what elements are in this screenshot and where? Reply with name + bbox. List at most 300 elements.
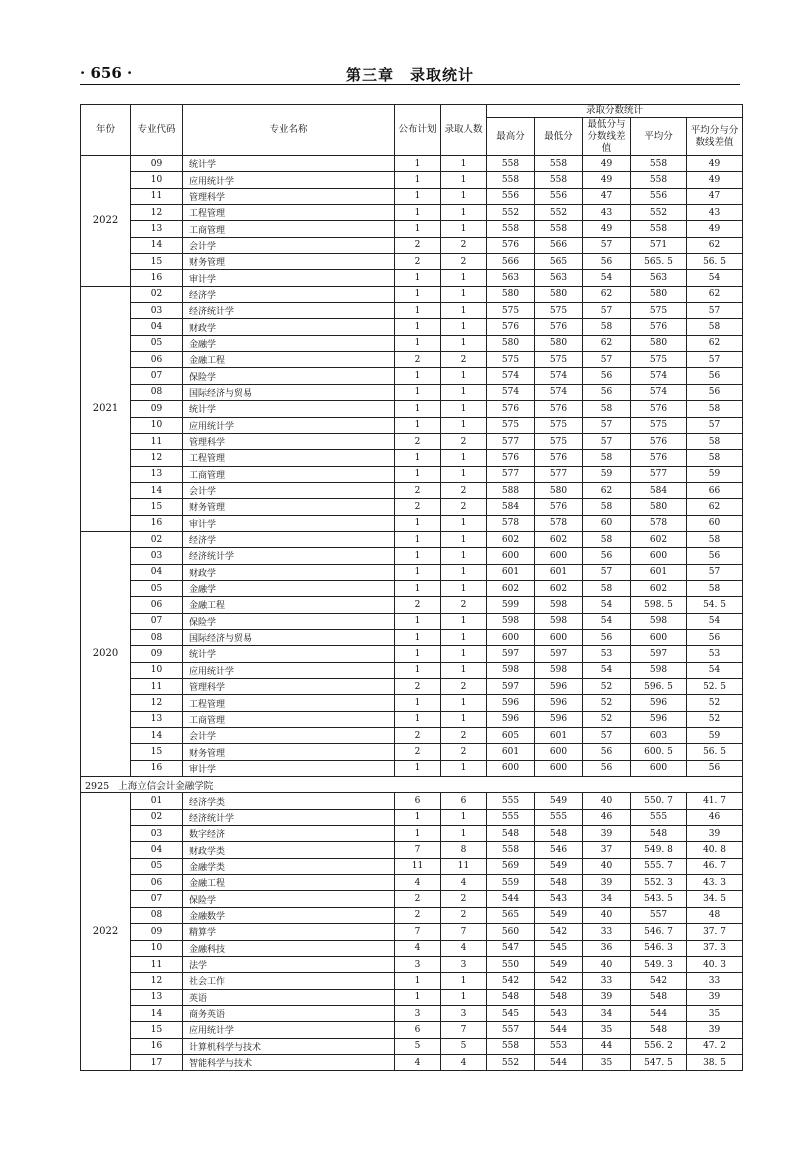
- cell-min-diff: 56: [583, 254, 631, 270]
- cell-admitted: 1: [441, 711, 487, 727]
- cell-min: 548: [535, 875, 583, 891]
- cell-plan: 1: [395, 826, 441, 842]
- cell-avg: 575: [631, 417, 687, 433]
- cell-admitted: 11: [441, 858, 487, 874]
- cell-avg: 577: [631, 466, 687, 482]
- cell-major: 计算机科学与技术: [183, 1038, 395, 1054]
- cell-code: 10: [131, 662, 183, 678]
- cell-code: 16: [131, 515, 183, 531]
- cell-avg-diff: 48: [687, 907, 743, 923]
- cell-code: 06: [131, 875, 183, 891]
- cell-major: 应用统计学: [183, 417, 395, 433]
- cell-plan: 2: [395, 254, 441, 270]
- cell-min-diff: 58: [583, 450, 631, 466]
- col-max: 最高分: [487, 118, 535, 156]
- cell-code: 13: [131, 466, 183, 482]
- cell-code: 02: [131, 809, 183, 825]
- cell-min: 563: [535, 270, 583, 286]
- cell-min-diff: 33: [583, 924, 631, 940]
- cell-min-diff: 59: [583, 466, 631, 482]
- cell-avg-diff: 33: [687, 973, 743, 989]
- cell-major: 商务英语: [183, 1005, 395, 1021]
- cell-major: 管理科学: [183, 433, 395, 449]
- cell-min: 596: [535, 679, 583, 695]
- cell-max: 574: [487, 384, 535, 400]
- cell-admitted: 1: [441, 156, 487, 172]
- cell-max: 557: [487, 1022, 535, 1038]
- cell-min: 576: [535, 450, 583, 466]
- cell-admitted: 1: [441, 809, 487, 825]
- cell-major: 财政学类: [183, 842, 395, 858]
- school-name: 上海立信会计金融学院: [118, 780, 214, 792]
- cell-admitted: 1: [441, 662, 487, 678]
- cell-avg-diff: 37. 3: [687, 940, 743, 956]
- cell-max: 548: [487, 826, 535, 842]
- cell-min-diff: 58: [583, 580, 631, 596]
- cell-avg-diff: 60: [687, 515, 743, 531]
- cell-avg-diff: 49: [687, 156, 743, 172]
- cell-code: 12: [131, 205, 183, 221]
- cell-code: 16: [131, 760, 183, 776]
- cell-avg: 576: [631, 450, 687, 466]
- cell-major: 保险学: [183, 613, 395, 629]
- cell-min: 576: [535, 319, 583, 335]
- cell-admitted: 4: [441, 875, 487, 891]
- table-row: [81, 303, 743, 319]
- cell-admitted: 1: [441, 335, 487, 351]
- cell-min: 600: [535, 629, 583, 645]
- cell-major: 保险学: [183, 368, 395, 384]
- cell-min-diff: 57: [583, 564, 631, 580]
- cell-avg: 596: [631, 695, 687, 711]
- cell-plan: 1: [395, 531, 441, 547]
- cell-code: 11: [131, 956, 183, 972]
- cell-min-diff: 56: [583, 744, 631, 760]
- cell-min: 544: [535, 1054, 583, 1070]
- cell-min: 574: [535, 368, 583, 384]
- cell-code: 04: [131, 564, 183, 580]
- cell-min: 566: [535, 237, 583, 253]
- cell-min: 596: [535, 695, 583, 711]
- cell-avg: 546. 7: [631, 924, 687, 940]
- cell-avg-diff: 56: [687, 629, 743, 645]
- cell-admitted: 1: [441, 401, 487, 417]
- table-row: [81, 401, 743, 417]
- cell-major: 应用统计学: [183, 172, 395, 188]
- table-row: [81, 646, 743, 662]
- cell-min: 549: [535, 907, 583, 923]
- cell-avg: 597: [631, 646, 687, 662]
- cell-max: 558: [487, 172, 535, 188]
- cell-max: 548: [487, 989, 535, 1005]
- cell-plan: 1: [395, 156, 441, 172]
- cell-max: 576: [487, 237, 535, 253]
- cell-max: 596: [487, 695, 535, 711]
- cell-max: 555: [487, 793, 535, 809]
- cell-admitted: 1: [441, 417, 487, 433]
- table-row: [81, 319, 743, 335]
- cell-plan: 1: [395, 172, 441, 188]
- cell-avg: 578: [631, 515, 687, 531]
- cell-min-diff: 40: [583, 956, 631, 972]
- cell-avg: 584: [631, 482, 687, 498]
- cell-max: 602: [487, 580, 535, 596]
- cell-admitted: 3: [441, 956, 487, 972]
- cell-min: 580: [535, 482, 583, 498]
- cell-code: 05: [131, 580, 183, 596]
- cell-avg-diff: 58: [687, 580, 743, 596]
- table-row: [81, 270, 743, 286]
- cell-min: 545: [535, 940, 583, 956]
- table-row: [81, 907, 743, 923]
- cell-admitted: 1: [441, 646, 487, 662]
- cell-min-diff: 57: [583, 237, 631, 253]
- table-row: [81, 286, 743, 302]
- cell-plan: 1: [395, 335, 441, 351]
- year-cell: 2022: [81, 156, 131, 287]
- cell-avg-diff: 35: [687, 1005, 743, 1021]
- table-row: [81, 744, 743, 760]
- cell-min: 602: [535, 580, 583, 596]
- cell-max: 574: [487, 368, 535, 384]
- cell-admitted: 1: [441, 629, 487, 645]
- cell-avg-diff: 53: [687, 646, 743, 662]
- col-major: 专业名称: [183, 105, 395, 156]
- page-number: · 656 ·: [80, 64, 133, 82]
- cell-avg-diff: 62: [687, 237, 743, 253]
- cell-admitted: 1: [441, 613, 487, 629]
- cell-avg: 576: [631, 433, 687, 449]
- cell-major: 工程管理: [183, 695, 395, 711]
- cell-min-diff: 40: [583, 793, 631, 809]
- cell-avg-diff: 46. 7: [687, 858, 743, 874]
- cell-min: 575: [535, 303, 583, 319]
- table-body-lower: [81, 793, 743, 1071]
- cell-plan: 4: [395, 940, 441, 956]
- cell-max: 601: [487, 564, 535, 580]
- cell-min: 574: [535, 384, 583, 400]
- table-row: [81, 580, 743, 596]
- cell-min-diff: 36: [583, 940, 631, 956]
- table-row: [81, 629, 743, 645]
- cell-avg-diff: 56: [687, 368, 743, 384]
- cell-avg: 556: [631, 188, 687, 204]
- cell-min-diff: 33: [583, 973, 631, 989]
- cell-plan: 1: [395, 629, 441, 645]
- cell-avg: 555. 7: [631, 858, 687, 874]
- cell-admitted: 2: [441, 891, 487, 907]
- cell-max: 558: [487, 221, 535, 237]
- table-row: [81, 237, 743, 253]
- cell-min-diff: 52: [583, 695, 631, 711]
- cell-min: 575: [535, 352, 583, 368]
- cell-major: 金融学: [183, 580, 395, 596]
- cell-avg-diff: 40. 3: [687, 956, 743, 972]
- cell-avg: 565. 5: [631, 254, 687, 270]
- cell-plan: 11: [395, 858, 441, 874]
- cell-admitted: 2: [441, 499, 487, 515]
- cell-major: 审计学: [183, 270, 395, 286]
- cell-code: 07: [131, 368, 183, 384]
- cell-max: 559: [487, 875, 535, 891]
- cell-max: 545: [487, 1005, 535, 1021]
- year-cell: 2020: [81, 531, 131, 776]
- table-row: [81, 384, 743, 400]
- cell-avg-diff: 57: [687, 564, 743, 580]
- cell-max: 565: [487, 907, 535, 923]
- table-row: [81, 662, 743, 678]
- cell-plan: 2: [395, 728, 441, 744]
- cell-major: 智能科学与技术: [183, 1054, 395, 1070]
- cell-avg-diff: 57: [687, 417, 743, 433]
- cell-plan: 1: [395, 188, 441, 204]
- cell-admitted: 1: [441, 172, 487, 188]
- table-row: [81, 205, 743, 221]
- cell-avg: 555: [631, 809, 687, 825]
- table-row: [81, 482, 743, 498]
- table-row: [81, 875, 743, 891]
- cell-plan: 1: [395, 548, 441, 564]
- cell-avg-diff: 54: [687, 270, 743, 286]
- cell-avg-diff: 52: [687, 711, 743, 727]
- cell-avg: 575: [631, 303, 687, 319]
- cell-plan: 1: [395, 303, 441, 319]
- table-row: [81, 891, 743, 907]
- cell-min-diff: 57: [583, 728, 631, 744]
- table-row: [81, 1054, 743, 1070]
- cell-major: 数字经济: [183, 826, 395, 842]
- cell-major: 金融数学: [183, 907, 395, 923]
- cell-min-diff: 58: [583, 531, 631, 547]
- cell-major: 财务管理: [183, 254, 395, 270]
- cell-max: 542: [487, 973, 535, 989]
- cell-code: 05: [131, 335, 183, 351]
- cell-min: 600: [535, 548, 583, 564]
- cell-min-diff: 57: [583, 417, 631, 433]
- cell-min: 544: [535, 1022, 583, 1038]
- table-row: [81, 1005, 743, 1021]
- cell-code: 15: [131, 1022, 183, 1038]
- cell-plan: 1: [395, 270, 441, 286]
- cell-max: 576: [487, 319, 535, 335]
- col-avg-diff: 平均分与分数线差值: [687, 118, 743, 156]
- cell-avg: 598: [631, 613, 687, 629]
- table-row: [81, 858, 743, 874]
- table-row: [81, 254, 743, 270]
- cell-avg: 600. 5: [631, 744, 687, 760]
- cell-major: 应用统计学: [183, 1022, 395, 1038]
- table-row: [81, 924, 743, 940]
- cell-max: 552: [487, 205, 535, 221]
- cell-avg: 549. 3: [631, 956, 687, 972]
- table-row: [81, 172, 743, 188]
- cell-min-diff: 52: [583, 679, 631, 695]
- cell-major: 经济统计学: [183, 809, 395, 825]
- cell-plan: 2: [395, 597, 441, 613]
- cell-min-diff: 47: [583, 188, 631, 204]
- cell-min-diff: 40: [583, 858, 631, 874]
- cell-avg: 548: [631, 989, 687, 1005]
- cell-major: 会计学: [183, 237, 395, 253]
- cell-min: 598: [535, 597, 583, 613]
- cell-min: 601: [535, 564, 583, 580]
- cell-avg-diff: 54: [687, 662, 743, 678]
- cell-avg: 544: [631, 1005, 687, 1021]
- cell-admitted: 2: [441, 254, 487, 270]
- cell-plan: 1: [395, 515, 441, 531]
- cell-code: 16: [131, 270, 183, 286]
- cell-max: 596: [487, 711, 535, 727]
- cell-admitted: 1: [441, 221, 487, 237]
- table-head: [81, 105, 743, 156]
- cell-admitted: 8: [441, 842, 487, 858]
- cell-max: 555: [487, 809, 535, 825]
- cell-min-diff: 49: [583, 221, 631, 237]
- cell-min: 602: [535, 531, 583, 547]
- cell-major: 经济统计学: [183, 303, 395, 319]
- cell-code: 09: [131, 401, 183, 417]
- cell-avg-diff: 56: [687, 548, 743, 564]
- cell-avg: 543. 5: [631, 891, 687, 907]
- cell-major: 财政学: [183, 564, 395, 580]
- cell-code: 05: [131, 858, 183, 874]
- cell-avg-diff: 40. 8: [687, 842, 743, 858]
- cell-avg-diff: 49: [687, 172, 743, 188]
- cell-max: 575: [487, 303, 535, 319]
- cell-avg: 575: [631, 352, 687, 368]
- cell-avg-diff: 54: [687, 613, 743, 629]
- cell-min: 552: [535, 205, 583, 221]
- cell-max: 576: [487, 450, 535, 466]
- cell-major: 金融学: [183, 335, 395, 351]
- cell-avg: 558: [631, 221, 687, 237]
- cell-plan: 1: [395, 417, 441, 433]
- cell-admitted: 7: [441, 1022, 487, 1038]
- cell-plan: 1: [395, 286, 441, 302]
- cell-code: 12: [131, 973, 183, 989]
- cell-avg-diff: 41. 7: [687, 793, 743, 809]
- cell-max: 605: [487, 728, 535, 744]
- cell-major: 工程管理: [183, 450, 395, 466]
- cell-max: 588: [487, 482, 535, 498]
- cell-code: 12: [131, 450, 183, 466]
- cell-min-diff: 54: [583, 662, 631, 678]
- table-row: [81, 156, 743, 172]
- table-row: [81, 221, 743, 237]
- table-row: [81, 352, 743, 368]
- cell-avg: 550. 7: [631, 793, 687, 809]
- cell-major: 经济学: [183, 531, 395, 547]
- cell-code: 10: [131, 172, 183, 188]
- cell-plan: 2: [395, 352, 441, 368]
- cell-admitted: 1: [441, 548, 487, 564]
- cell-min-diff: 34: [583, 891, 631, 907]
- cell-admitted: 2: [441, 907, 487, 923]
- cell-avg-diff: 47: [687, 188, 743, 204]
- cell-plan: 2: [395, 499, 441, 515]
- table-row: [81, 613, 743, 629]
- cell-avg-diff: 52. 5: [687, 679, 743, 695]
- table-row: [81, 515, 743, 531]
- cell-plan: 5: [395, 1038, 441, 1054]
- cell-max: 556: [487, 188, 535, 204]
- cell-min: 596: [535, 711, 583, 727]
- cell-min-diff: 57: [583, 433, 631, 449]
- cell-avg: 602: [631, 531, 687, 547]
- cell-admitted: 1: [441, 205, 487, 221]
- cell-plan: 1: [395, 989, 441, 1005]
- cell-min: 546: [535, 842, 583, 858]
- cell-min-diff: 58: [583, 499, 631, 515]
- cell-major: 统计学: [183, 646, 395, 662]
- cell-plan: 1: [395, 662, 441, 678]
- cell-plan: 1: [395, 564, 441, 580]
- cell-min-diff: 34: [583, 1005, 631, 1021]
- table-row: [81, 433, 743, 449]
- cell-avg: 603: [631, 728, 687, 744]
- cell-min: 601: [535, 728, 583, 744]
- table-body-upper: [81, 156, 743, 777]
- cell-major: 会计学: [183, 482, 395, 498]
- cell-plan: 1: [395, 205, 441, 221]
- cell-admitted: 1: [441, 973, 487, 989]
- table-row: [81, 940, 743, 956]
- cell-avg: 546. 3: [631, 940, 687, 956]
- cell-admitted: 2: [441, 728, 487, 744]
- cell-plan: 1: [395, 580, 441, 596]
- cell-admitted: 1: [441, 531, 487, 547]
- cell-avg-diff: 58: [687, 319, 743, 335]
- cell-code: 12: [131, 695, 183, 711]
- cell-major: 金融学类: [183, 858, 395, 874]
- cell-code: 06: [131, 597, 183, 613]
- cell-major: 财政学: [183, 319, 395, 335]
- col-min: 最低分: [535, 118, 583, 156]
- cell-avg: 580: [631, 286, 687, 302]
- cell-max: 552: [487, 1054, 535, 1070]
- cell-code: 08: [131, 384, 183, 400]
- cell-min-diff: 56: [583, 384, 631, 400]
- cell-max: 544: [487, 891, 535, 907]
- cell-avg: 600: [631, 629, 687, 645]
- cell-max: 597: [487, 679, 535, 695]
- cell-code: 01: [131, 793, 183, 809]
- table-row: [81, 989, 743, 1005]
- cell-avg: 601: [631, 564, 687, 580]
- cell-avg-diff: 47. 2: [687, 1038, 743, 1054]
- cell-avg-diff: 62: [687, 286, 743, 302]
- cell-min: 543: [535, 891, 583, 907]
- cell-plan: 1: [395, 384, 441, 400]
- cell-avg-diff: 57: [687, 303, 743, 319]
- cell-min: 576: [535, 401, 583, 417]
- cell-avg-diff: 58: [687, 531, 743, 547]
- cell-code: 10: [131, 417, 183, 433]
- cell-avg: 600: [631, 760, 687, 776]
- cell-avg: 596: [631, 711, 687, 727]
- admission-table: [80, 104, 743, 1071]
- cell-major: 金融工程: [183, 875, 395, 891]
- cell-avg: 552: [631, 205, 687, 221]
- cell-admitted: 6: [441, 793, 487, 809]
- cell-avg: 548: [631, 1022, 687, 1038]
- cell-avg: 574: [631, 384, 687, 400]
- cell-min: 555: [535, 809, 583, 825]
- cell-major: 国际经济与贸易: [183, 384, 395, 400]
- cell-min-diff: 46: [583, 809, 631, 825]
- cell-code: 16: [131, 1038, 183, 1054]
- cell-avg-diff: 56: [687, 760, 743, 776]
